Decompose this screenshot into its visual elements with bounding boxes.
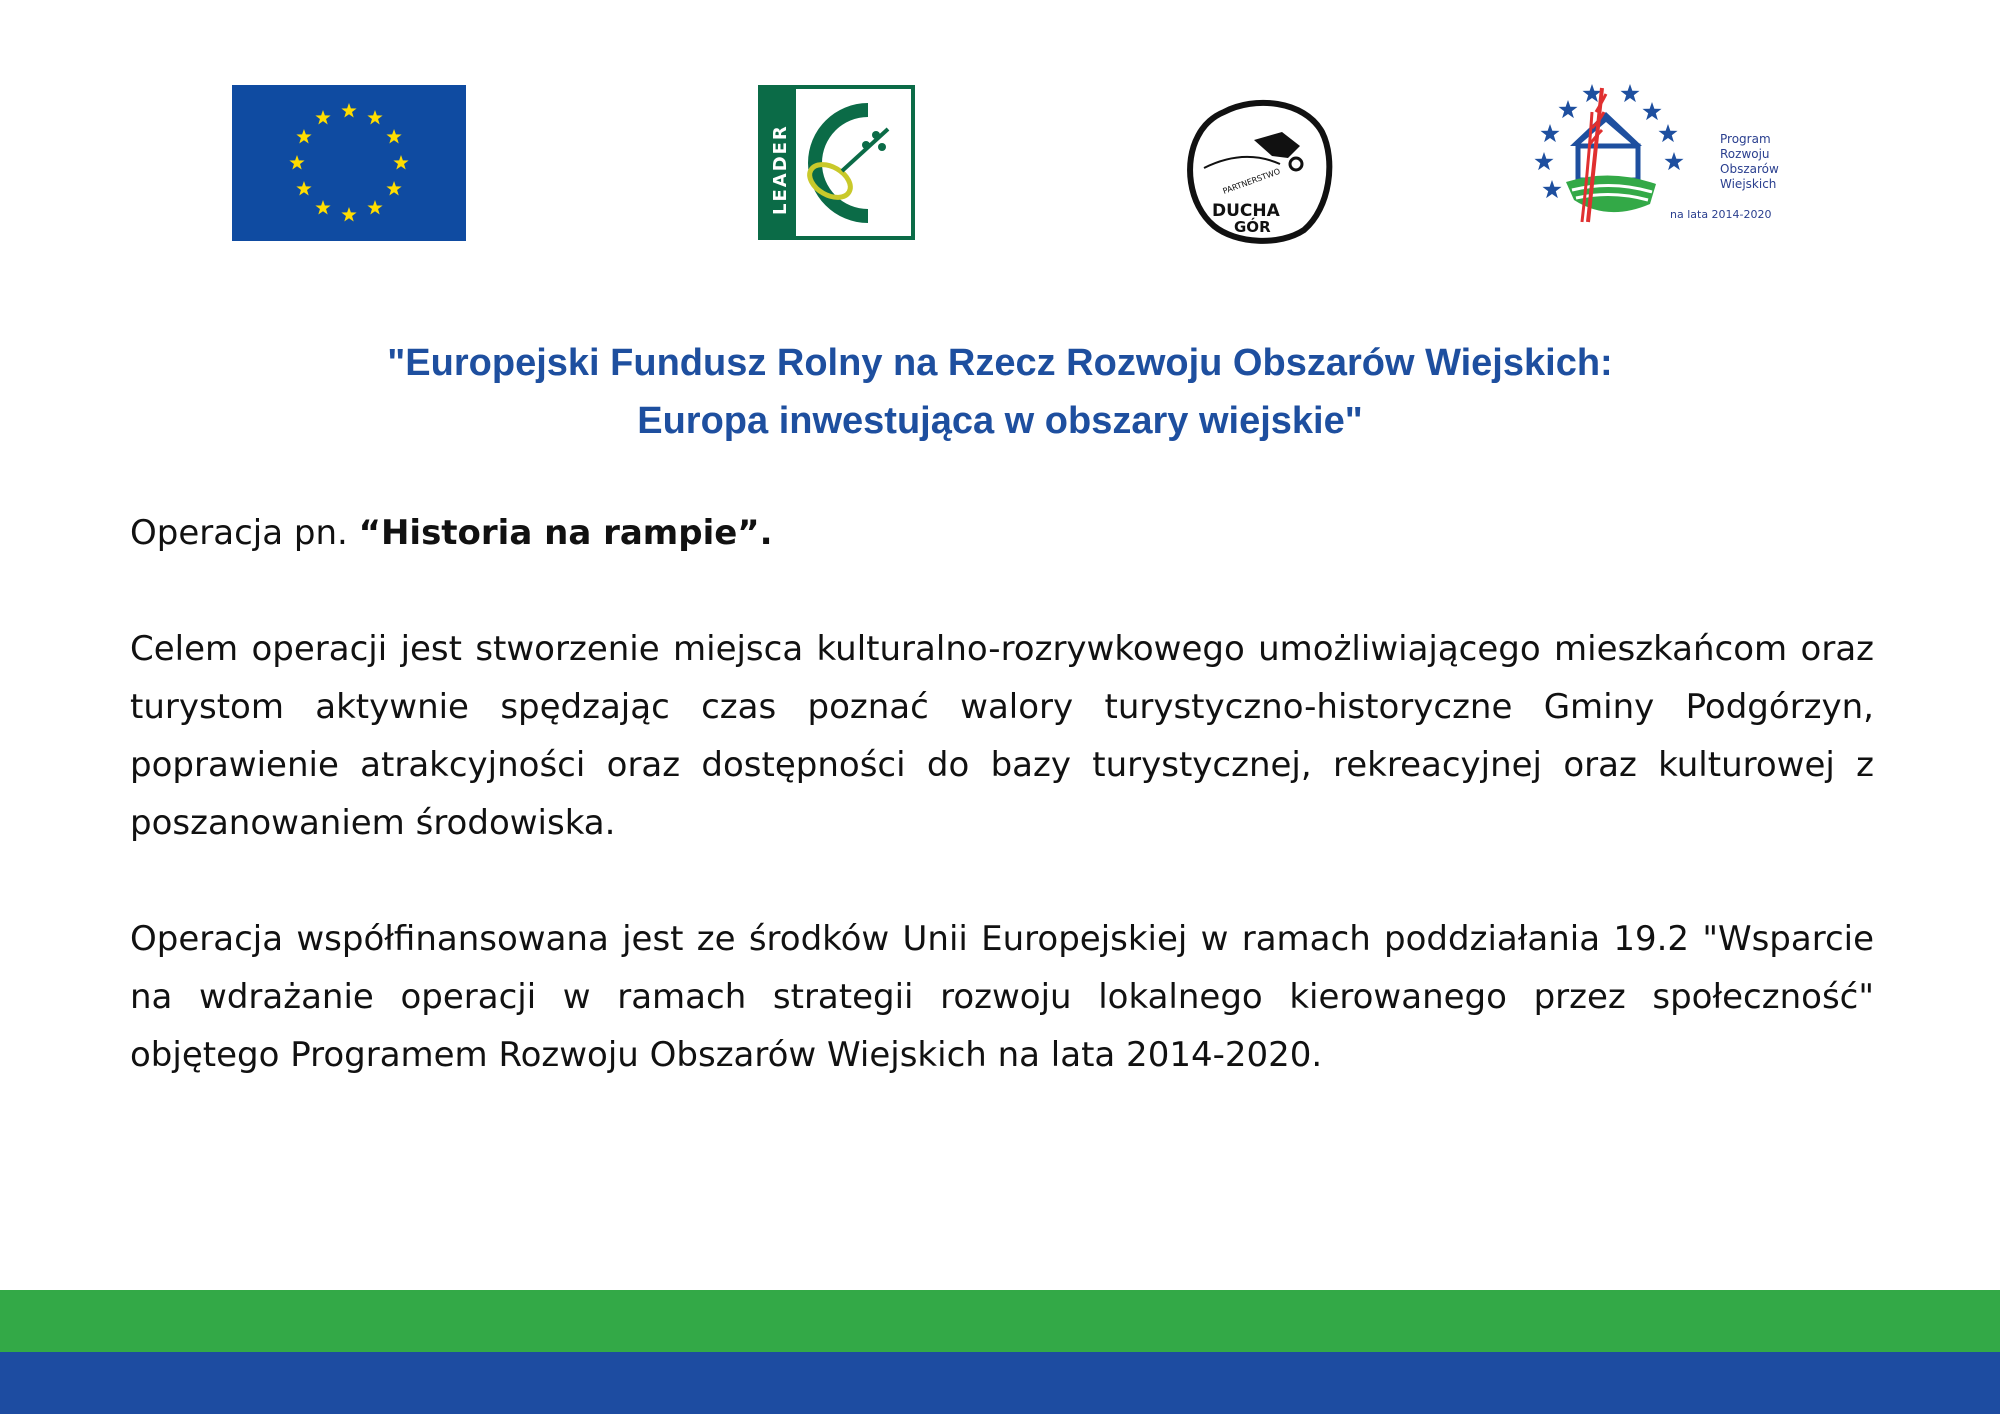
eu-star-icon bbox=[296, 129, 311, 143]
goal-paragraph: Celem operacji jest stworzenie miejsca kulturalno-rozrywkowego umożliwiającego mieszkańcom oraz turystom aktywnie spędzając czas poznać walory turystyczno-historyczne Gminy Podgórzyn, poprawienie atrakcyjności oraz dostępności do bazy turystycznej, rekreacyjnej oraz kulturowej z poszanowaniem środowiska. bbox=[130, 629, 1874, 843]
headline bbox=[0, 334, 2000, 450]
prow-line-4: Wiejskich bbox=[1720, 177, 1777, 191]
prow-star-icon bbox=[1664, 152, 1683, 170]
prow-star-icon bbox=[1542, 180, 1561, 198]
prow-text bbox=[1720, 132, 1779, 192]
footer-band-blue bbox=[0, 1352, 2000, 1414]
operation-name bbox=[130, 504, 1874, 562]
prow-star-icon bbox=[1642, 102, 1661, 120]
leader-logo-text: LEADER bbox=[770, 124, 791, 215]
duch-text-top: PARTNERSTWO bbox=[1221, 166, 1282, 196]
duch-text-bottom: GÓR bbox=[1234, 218, 1271, 236]
prow-star-icon bbox=[1582, 84, 1601, 102]
prow-line-3: Obszarów bbox=[1720, 162, 1779, 176]
eu-star-icon bbox=[341, 207, 356, 221]
eu-star-icon bbox=[367, 110, 382, 124]
eu-star-icon bbox=[315, 200, 330, 214]
prow-star-icon bbox=[1558, 100, 1577, 118]
eu-flag-icon bbox=[232, 85, 466, 241]
prow-logo bbox=[1530, 72, 1790, 242]
prow-line-1: Program bbox=[1720, 132, 1771, 146]
funding-paragraph: Operacja współfinansowana jest ze środków Unii Europejskiej w ramach poddziałania 19.2 "Wsparcie na wdrażanie operacji w ramach strategii rozwoju lokalnego kierowanego przez społeczność" objętego Programem Rozwoju Obszarów Wiejskich na lata 2014-2020. bbox=[130, 919, 1874, 1075]
prow-star-icon bbox=[1620, 84, 1639, 102]
footer-band-green bbox=[0, 1290, 2000, 1352]
eu-star-icon bbox=[341, 103, 356, 117]
eu-star-icon bbox=[367, 200, 382, 214]
duch-text-mid: DUCHA bbox=[1212, 201, 1280, 221]
headline-line-2: Europa inwestująca w obszary wiejskie" bbox=[637, 400, 1363, 442]
headline-line-1: "Europejski Fundusz Rolny na Rzecz Rozwoju Obszarów Wiejskich: bbox=[387, 342, 1613, 384]
eu-star-icon bbox=[386, 129, 401, 143]
partnerstwo-ducha-gor-logo bbox=[1184, 98, 1334, 244]
eu-star-icon bbox=[296, 181, 311, 195]
eu-star-icon bbox=[289, 155, 304, 169]
prow-star-icon bbox=[1540, 124, 1559, 142]
leader-logo bbox=[758, 85, 915, 240]
eu-star-icon bbox=[386, 181, 401, 195]
eu-star-icon bbox=[315, 110, 330, 124]
operation-prefix: Operacja pn. bbox=[130, 513, 359, 553]
prow-star-icon bbox=[1658, 124, 1677, 142]
operation-title: “Historia na rampie”. bbox=[358, 513, 773, 553]
prow-line-2: Rozwoju bbox=[1720, 147, 1770, 161]
prow-years: na lata 2014-2020 bbox=[1670, 208, 1772, 221]
eu-star-icon bbox=[393, 155, 408, 169]
prow-star-icon bbox=[1534, 152, 1553, 170]
